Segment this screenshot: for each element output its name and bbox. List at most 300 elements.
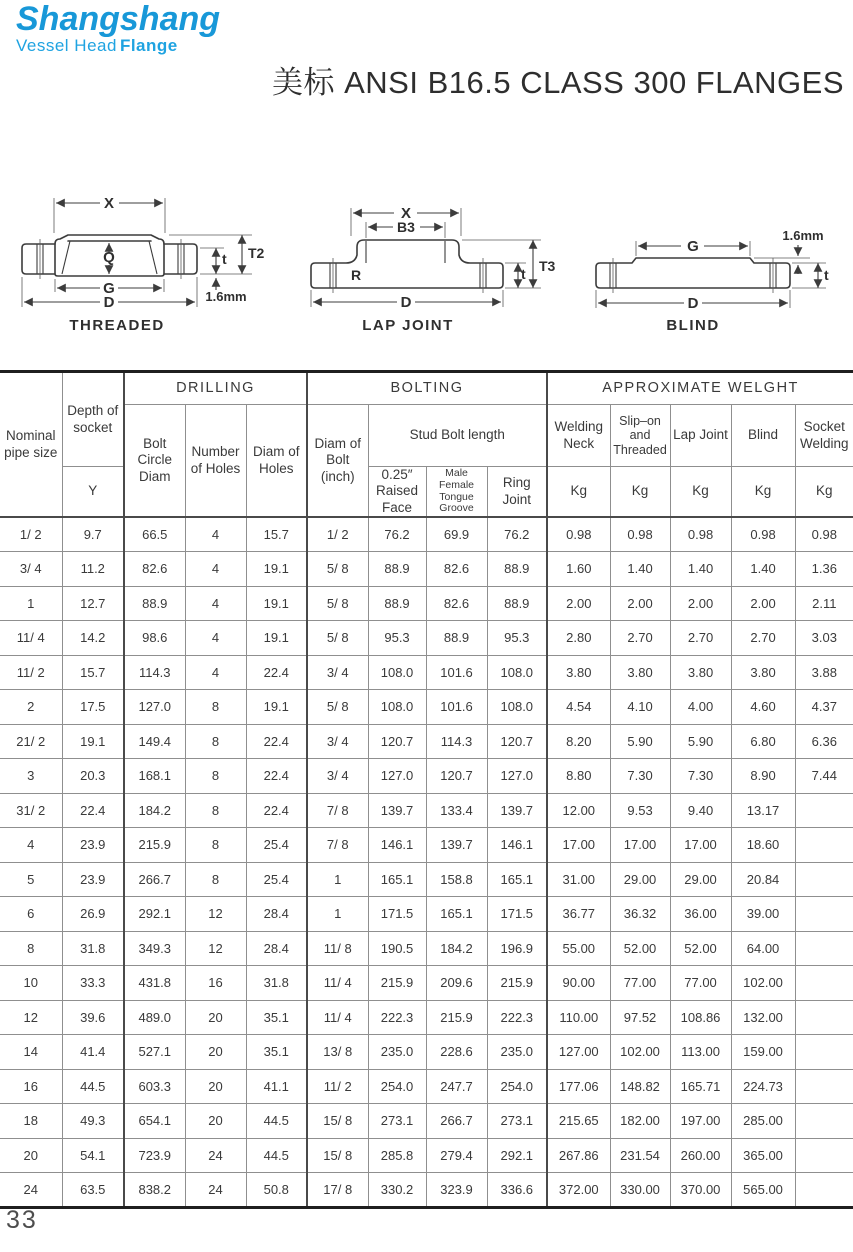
table-cell: 146.1	[487, 828, 547, 863]
table-row	[0, 517, 853, 552]
table-cell: 8	[185, 862, 246, 897]
table-cell: 3.80	[670, 655, 731, 690]
table-cell: 102.00	[610, 1035, 670, 1070]
table-cell: 127.0	[368, 759, 426, 794]
table-cell: 3/ 4	[307, 759, 368, 794]
table-cell: 88.9	[487, 586, 547, 621]
table-cell: 603.3	[124, 1069, 185, 1104]
table-cell: 330.00	[610, 1173, 670, 1208]
table-cell: 82.6	[426, 586, 487, 621]
table-cell: 4.10	[610, 690, 670, 725]
table-cell: 2.00	[731, 586, 795, 621]
table-cell: 6.36	[795, 724, 853, 759]
table-cell: 23.9	[62, 862, 124, 897]
table-cell: 108.0	[487, 655, 547, 690]
table-cell: 97.52	[610, 1000, 670, 1035]
table-cell: 28.4	[246, 931, 307, 966]
table-cell: 196.9	[487, 931, 547, 966]
table-cell: 222.3	[368, 1000, 426, 1035]
table-cell: 266.7	[124, 862, 185, 897]
table-cell: 184.2	[124, 793, 185, 828]
table-cell: 215.65	[547, 1104, 610, 1139]
table-cell: 18	[0, 1104, 62, 1139]
table-row	[0, 552, 853, 587]
col-header-male-female-tongue-groove: Male Female Tongue Groove	[426, 467, 487, 518]
table-cell: 349.3	[124, 931, 185, 966]
table-cell: 8.90	[731, 759, 795, 794]
brand-tagline-flange: Flange	[119, 36, 178, 55]
table-row	[0, 1138, 853, 1173]
table-cell: 0.98	[610, 517, 670, 552]
table-cell: 4.37	[795, 690, 853, 725]
table-cell: 55.00	[547, 931, 610, 966]
table-row	[0, 1069, 853, 1104]
unit-header-kg-slip-on: Kg	[610, 467, 670, 518]
table-cell: 12.00	[547, 793, 610, 828]
table-cell: 133.4	[426, 793, 487, 828]
table-cell: 1	[307, 862, 368, 897]
table-cell: 31.00	[547, 862, 610, 897]
brand-logo	[16, 2, 220, 54]
table-cell	[795, 966, 853, 1001]
table-cell: 22.4	[246, 759, 307, 794]
table-cell: 13/ 8	[307, 1035, 368, 1070]
group-header-drilling: DRILLING	[124, 372, 307, 405]
table-cell: 76.2	[368, 517, 426, 552]
table-cell: 184.2	[426, 931, 487, 966]
table-cell: 35.1	[246, 1000, 307, 1035]
table-cell: 15/ 8	[307, 1104, 368, 1139]
table-row	[0, 621, 853, 656]
table-cell: 28.4	[246, 897, 307, 932]
col-header-y: Y	[62, 467, 124, 518]
table-cell: 52.00	[610, 931, 670, 966]
table-cell: 3.80	[731, 655, 795, 690]
table-cell: 77.00	[670, 966, 731, 1001]
table-cell: 2.00	[610, 586, 670, 621]
table-cell: 114.3	[426, 724, 487, 759]
table-cell: 3/ 4	[0, 552, 62, 587]
table-cell: 6	[0, 897, 62, 932]
table-cell: 88.9	[368, 586, 426, 621]
table-cell: 19.1	[246, 552, 307, 587]
dim-label-raised-face-note: 1.6mm	[782, 228, 824, 243]
table-cell: 23.9	[62, 828, 124, 863]
table-cell: 1.36	[795, 552, 853, 587]
table-cell: 838.2	[124, 1173, 185, 1208]
table-cell: 8	[0, 931, 62, 966]
table-cell: 21/ 2	[0, 724, 62, 759]
table-cell: 254.0	[487, 1069, 547, 1104]
dim-label-g: G	[103, 280, 115, 297]
table-cell: 231.54	[610, 1138, 670, 1173]
col-header-nominal-pipe-size: Nominal pipe size	[0, 372, 62, 518]
table-cell: 9.40	[670, 793, 731, 828]
table-cell: 5/ 8	[307, 552, 368, 587]
table-cell: 9.53	[610, 793, 670, 828]
table-cell: 222.3	[487, 1000, 547, 1035]
table-cell: 215.9	[368, 966, 426, 1001]
table-cell: 139.7	[368, 793, 426, 828]
table-cell: 10	[0, 966, 62, 1001]
table-cell: 209.6	[426, 966, 487, 1001]
table-row	[0, 1104, 853, 1139]
table-cell: 1/ 2	[0, 517, 62, 552]
col-header-bolt-circle-diam: Bolt Circle Diam	[124, 405, 185, 518]
table-cell: 285.8	[368, 1138, 426, 1173]
table-cell: 11/ 2	[307, 1069, 368, 1104]
blind-drawing	[578, 178, 851, 353]
table-cell: 2.00	[670, 586, 731, 621]
table-cell: 49.3	[62, 1104, 124, 1139]
table-cell: 267.86	[547, 1138, 610, 1173]
table-cell: 41.1	[246, 1069, 307, 1104]
table-cell: 22.4	[62, 793, 124, 828]
table-cell: 292.1	[487, 1138, 547, 1173]
table-cell: 25.4	[246, 828, 307, 863]
table-cell: 5	[0, 862, 62, 897]
table-cell: 3.88	[795, 655, 853, 690]
table-cell: 127.0	[487, 759, 547, 794]
table-row	[0, 828, 853, 863]
unit-header-kg-lap-joint: Kg	[670, 467, 731, 518]
table-cell: 88.9	[124, 586, 185, 621]
table-row	[0, 1035, 853, 1070]
col-header-slip-on-threaded: Slip–on and Threaded	[610, 405, 670, 467]
table-cell: 31.8	[246, 966, 307, 1001]
table-cell: 36.32	[610, 897, 670, 932]
table-cell: 22.4	[246, 655, 307, 690]
col-header-blind: Blind	[731, 405, 795, 467]
table-cell: 159.00	[731, 1035, 795, 1070]
table-cell: 2	[0, 690, 62, 725]
table-cell: 90.00	[547, 966, 610, 1001]
table-cell: 20	[185, 1104, 246, 1139]
table-cell: 88.9	[368, 552, 426, 587]
table-cell: 370.00	[670, 1173, 731, 1208]
table-cell: 2.00	[547, 586, 610, 621]
table-cell: 4.54	[547, 690, 610, 725]
table-cell: 565.00	[731, 1173, 795, 1208]
table-cell: 63.5	[62, 1173, 124, 1208]
table-cell: 4	[185, 517, 246, 552]
table-cell: 247.7	[426, 1069, 487, 1104]
table-cell: 336.6	[487, 1173, 547, 1208]
table-cell: 5/ 8	[307, 621, 368, 656]
table-cell: 110.00	[547, 1000, 610, 1035]
table-row	[0, 862, 853, 897]
table-cell: 8	[185, 759, 246, 794]
table-cell: 13.17	[731, 793, 795, 828]
table-cell: 12	[185, 931, 246, 966]
table-row	[0, 690, 853, 725]
table-cell: 4	[185, 586, 246, 621]
table-cell: 7/ 8	[307, 793, 368, 828]
table-cell: 108.0	[368, 655, 426, 690]
table-cell: 64.00	[731, 931, 795, 966]
table-row	[0, 1173, 853, 1208]
table-cell: 197.00	[670, 1104, 731, 1139]
table-cell: 16	[0, 1069, 62, 1104]
dim-label-t: t	[222, 251, 227, 267]
table-cell: 165.1	[487, 862, 547, 897]
table-cell: 1.40	[731, 552, 795, 587]
table-cell: 22.4	[246, 724, 307, 759]
lap-joint-outline	[311, 240, 503, 293]
dim-label-r: R	[350, 267, 362, 283]
table-cell: 1.40	[670, 552, 731, 587]
table-cell: 113.00	[670, 1035, 731, 1070]
table-cell: 148.82	[610, 1069, 670, 1104]
lap-joint-dimensions	[311, 205, 556, 311]
col-header-depth-of-socket: Depth of socket	[62, 372, 124, 467]
drawing-caption-blind: BLIND	[666, 317, 720, 334]
table-cell: 17.5	[62, 690, 124, 725]
table-cell: 235.0	[487, 1035, 547, 1070]
table-cell: 723.9	[124, 1138, 185, 1173]
table-cell: 12.7	[62, 586, 124, 621]
table-cell: 8	[185, 793, 246, 828]
table-cell: 66.5	[124, 517, 185, 552]
table-cell: 273.1	[487, 1104, 547, 1139]
table-cell: 132.00	[731, 1000, 795, 1035]
table-cell: 3.03	[795, 621, 853, 656]
table-cell	[795, 1069, 853, 1104]
table-cell: 139.7	[487, 793, 547, 828]
brand-name: Shangshang	[16, 0, 221, 38]
table-cell: 292.1	[124, 897, 185, 932]
unit-header-kg-welding-neck: Kg	[547, 467, 610, 518]
col-header-lap-joint: Lap Joint	[670, 405, 731, 467]
table-cell: 182.00	[610, 1104, 670, 1139]
table-cell: 108.86	[670, 1000, 731, 1035]
table-cell: 14	[0, 1035, 62, 1070]
table-cell: 24	[185, 1138, 246, 1173]
table-cell: 3.80	[610, 655, 670, 690]
table-cell: 4.00	[670, 690, 731, 725]
table-cell: 165.1	[368, 862, 426, 897]
table-cell: 260.00	[670, 1138, 731, 1173]
table-cell: 11/ 2	[0, 655, 62, 690]
table-cell: 77.00	[610, 966, 670, 1001]
table-cell: 7.44	[795, 759, 853, 794]
table-cell: 108.0	[487, 690, 547, 725]
table-cell: 33.3	[62, 966, 124, 1001]
dim-label-t3: T3	[539, 258, 556, 274]
table-cell: 1.60	[547, 552, 610, 587]
table-cell: 1	[307, 897, 368, 932]
table-cell: 31/ 2	[0, 793, 62, 828]
table-cell: 18.60	[731, 828, 795, 863]
table-cell: 11/ 8	[307, 931, 368, 966]
table-cell: 2.11	[795, 586, 853, 621]
dim-label-d: D	[687, 295, 699, 312]
lap-joint-drawing	[298, 178, 578, 353]
table-cell: 3.80	[547, 655, 610, 690]
table-cell: 285.00	[731, 1104, 795, 1139]
table-cell: 4	[0, 828, 62, 863]
table-cell: 39.00	[731, 897, 795, 932]
table-cell: 7/ 8	[307, 828, 368, 863]
table-cell: 9.7	[62, 517, 124, 552]
table-cell: 146.1	[368, 828, 426, 863]
table-cell	[795, 1035, 853, 1070]
table-cell: 98.6	[124, 621, 185, 656]
table-cell: 22.4	[246, 793, 307, 828]
table-cell: 17/ 8	[307, 1173, 368, 1208]
table-cell: 20.3	[62, 759, 124, 794]
table-body	[0, 517, 853, 1207]
threaded-drawing-svg	[12, 178, 292, 348]
table-cell: 8	[185, 690, 246, 725]
table-cell: 120.7	[368, 724, 426, 759]
table-cell	[795, 828, 853, 863]
table-cell: 44.5	[62, 1069, 124, 1104]
table-cell: 102.00	[731, 966, 795, 1001]
drawing-caption-lap-joint: LAP JOINT	[362, 317, 454, 334]
table-cell: 2.70	[670, 621, 731, 656]
table-cell: 120.7	[426, 759, 487, 794]
group-header-bolting: BOLTING	[307, 372, 547, 405]
table-cell: 120.7	[487, 724, 547, 759]
table-cell: 50.8	[246, 1173, 307, 1208]
table-cell: 0.98	[795, 517, 853, 552]
table-cell: 20.84	[731, 862, 795, 897]
table-row	[0, 931, 853, 966]
table-row	[0, 759, 853, 794]
dim-label-t: t	[521, 266, 526, 282]
table-cell: 54.1	[62, 1138, 124, 1173]
table-cell: 35.1	[246, 1035, 307, 1070]
flange-spec-table	[0, 370, 853, 1209]
col-header-welding-neck: Welding Neck	[547, 405, 610, 467]
table-cell: 4.60	[731, 690, 795, 725]
table-cell: 14.2	[62, 621, 124, 656]
table-cell: 165.71	[670, 1069, 731, 1104]
dim-label-x: X	[103, 195, 115, 212]
table-cell: 0.98	[547, 517, 610, 552]
unit-header-kg-blind: Kg	[731, 467, 795, 518]
table-cell: 12	[185, 897, 246, 932]
table-cell: 254.0	[368, 1069, 426, 1104]
table-cell: 224.73	[731, 1069, 795, 1104]
table-cell: 88.9	[426, 621, 487, 656]
table-cell: 25.4	[246, 862, 307, 897]
table-cell: 26.9	[62, 897, 124, 932]
table-row	[0, 724, 853, 759]
table-cell: 215.9	[426, 1000, 487, 1035]
table-cell: 36.77	[547, 897, 610, 932]
drawing-caption-threaded: THREADED	[69, 317, 165, 334]
table-cell: 95.3	[368, 621, 426, 656]
table-cell: 6.80	[731, 724, 795, 759]
blind-outline	[596, 258, 790, 293]
blind-drawing-svg	[578, 178, 851, 348]
table-cell: 127.0	[124, 690, 185, 725]
table-cell: 101.6	[426, 690, 487, 725]
table-cell: 20	[185, 1069, 246, 1104]
brand-tagline	[16, 37, 220, 54]
table-cell: 7.30	[610, 759, 670, 794]
table-cell: 279.4	[426, 1138, 487, 1173]
table-cell: 0.98	[731, 517, 795, 552]
col-header-raised-face: 0.25″ Raised Face	[368, 467, 426, 518]
table-cell	[795, 931, 853, 966]
table-cell: 20	[0, 1138, 62, 1173]
table-cell: 1/ 2	[307, 517, 368, 552]
table-cell: 17.00	[670, 828, 731, 863]
table-cell: 12	[0, 1000, 62, 1035]
table-cell: 3/ 4	[307, 724, 368, 759]
table-row	[0, 897, 853, 932]
table-cell: 24	[0, 1173, 62, 1208]
table-cell: 654.1	[124, 1104, 185, 1139]
table-cell: 114.3	[124, 655, 185, 690]
table-cell: 8.80	[547, 759, 610, 794]
col-header-number-of-holes: Number of Holes	[185, 405, 246, 518]
table-cell: 7.30	[670, 759, 731, 794]
table-cell	[795, 1173, 853, 1208]
table-cell: 4	[185, 621, 246, 656]
table-cell: 5.90	[610, 724, 670, 759]
table-cell: 171.5	[368, 897, 426, 932]
table-cell: 17.00	[610, 828, 670, 863]
col-header-diam-of-holes: Diam of Holes	[246, 405, 307, 518]
dim-label-q: Q	[103, 249, 115, 266]
table-cell: 2.70	[731, 621, 795, 656]
table-cell: 158.8	[426, 862, 487, 897]
table-cell: 44.5	[246, 1138, 307, 1173]
table-cell: 1	[0, 586, 62, 621]
table-row	[0, 586, 853, 621]
table-cell: 4	[185, 655, 246, 690]
table-cell: 149.4	[124, 724, 185, 759]
blind-dimensions	[596, 228, 829, 312]
table-cell: 108.0	[368, 690, 426, 725]
page-title: 美标 ANSI B16.5 CLASS 300 FLANGES	[272, 64, 845, 100]
table-cell: 19.1	[246, 586, 307, 621]
table-cell: 139.7	[426, 828, 487, 863]
table-cell: 165.1	[426, 897, 487, 932]
table-cell: 20	[185, 1000, 246, 1035]
table-row	[0, 655, 853, 690]
unit-header-kg-socket-welding: Kg	[795, 467, 853, 518]
table-cell: 365.00	[731, 1138, 795, 1173]
table-cell: 39.6	[62, 1000, 124, 1035]
table-cell: 2.80	[547, 621, 610, 656]
table-cell: 3	[0, 759, 62, 794]
table-cell: 8.20	[547, 724, 610, 759]
dim-label-g: G	[687, 238, 699, 255]
table-cell	[795, 1000, 853, 1035]
table-cell: 1.40	[610, 552, 670, 587]
col-header-socket-welding: Socket Welding	[795, 405, 853, 467]
table-cell: 323.9	[426, 1173, 487, 1208]
dim-label-d: D	[400, 294, 412, 311]
table-cell: 235.0	[368, 1035, 426, 1070]
table-cell: 24	[185, 1173, 246, 1208]
table-cell: 330.2	[368, 1173, 426, 1208]
table-cell: 15/ 8	[307, 1138, 368, 1173]
table-cell: 11/ 4	[307, 1000, 368, 1035]
group-header-approximate-weight: APPROXIMATE WELGHT	[547, 372, 853, 405]
page-number: 33	[6, 1206, 38, 1234]
table-row	[0, 1000, 853, 1035]
table-cell: 431.8	[124, 966, 185, 1001]
table-cell: 36.00	[670, 897, 731, 932]
table-cell: 8	[185, 828, 246, 863]
dim-label-raised-face-note: 1.6mm	[205, 289, 247, 304]
